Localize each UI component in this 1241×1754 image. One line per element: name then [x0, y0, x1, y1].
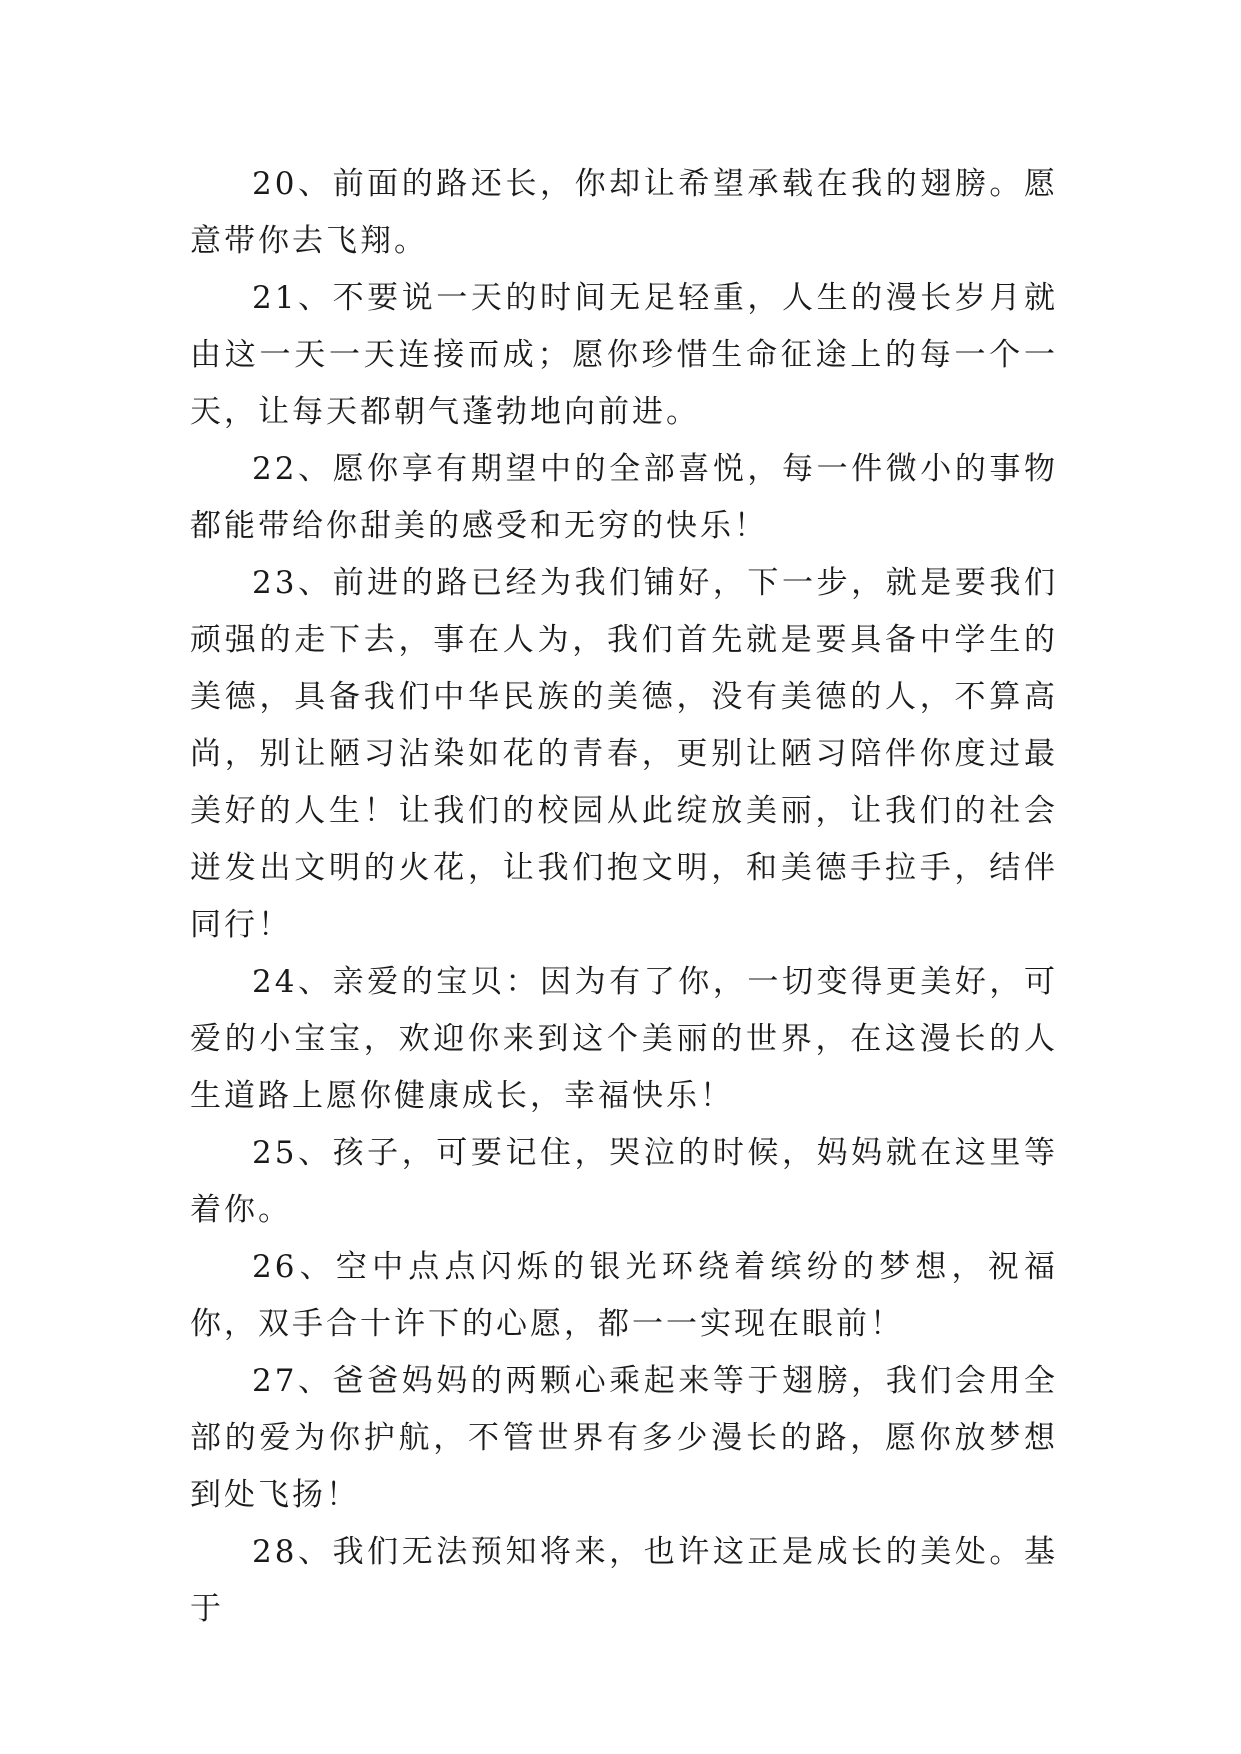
paragraph-26: 26、空中点点闪烁的银光环绕着缤纷的梦想，祝福你，双手合十许下的心愿，都一一实现在眼前！ [190, 1249, 1058, 1342]
paragraph-24: 24、亲爱的宝贝：因为有了你，一切变得更美好，可爱的小宝宝，欢迎你来到这个美丽的世界，在这漫长的人生道路上愿你健康成长，幸福快乐！ [190, 964, 1058, 1114]
paragraph-28: 28、我们无法预知将来，也许这正是成长的美处。基于 [190, 1534, 1058, 1627]
paragraph-27: 27、爸爸妈妈的两颗心乘起来等于翅膀，我们会用全部的爱为你护航，不管世界有多少漫长的路，愿你放梦想到处飞扬！ [190, 1363, 1058, 1513]
paragraph-21: 21、不要说一天的时间无足轻重，人生的漫长岁月就由这一天一天连接而成；愿你珍惜生命征途上的每一个一天，让每天都朝气蓬勃地向前进。 [190, 280, 1058, 430]
document-body [190, 156, 1058, 1638]
paragraph-22: 22、愿你享有期望中的全部喜悦，每一件微小的事物都能带给你甜美的感受和无穷的快乐！ [190, 451, 1058, 544]
paragraph-20: 20、前面的路还长，你却让希望承载在我的翅膀。愿意带你去飞翔。 [190, 166, 1058, 259]
paragraph-25: 25、孩子，可要记住，哭泣的时候，妈妈就在这里等着你。 [190, 1135, 1058, 1228]
paragraph-23: 23、前进的路已经为我们铺好，下一步，就是要我们顽强的走下去，事在人为，我们首先就是要具备中学生的美德，具备我们中华民族的美德，没有美德的人，不算高尚，别让陋习沾染如花的青春，更别让陋习陪伴你度过最美好的人生！让我们的校园从此绽放美丽，让我们的社会迸发出文明的火花，让我们抱文明，和美德手拉手，结伴同行！ [190, 565, 1058, 943]
